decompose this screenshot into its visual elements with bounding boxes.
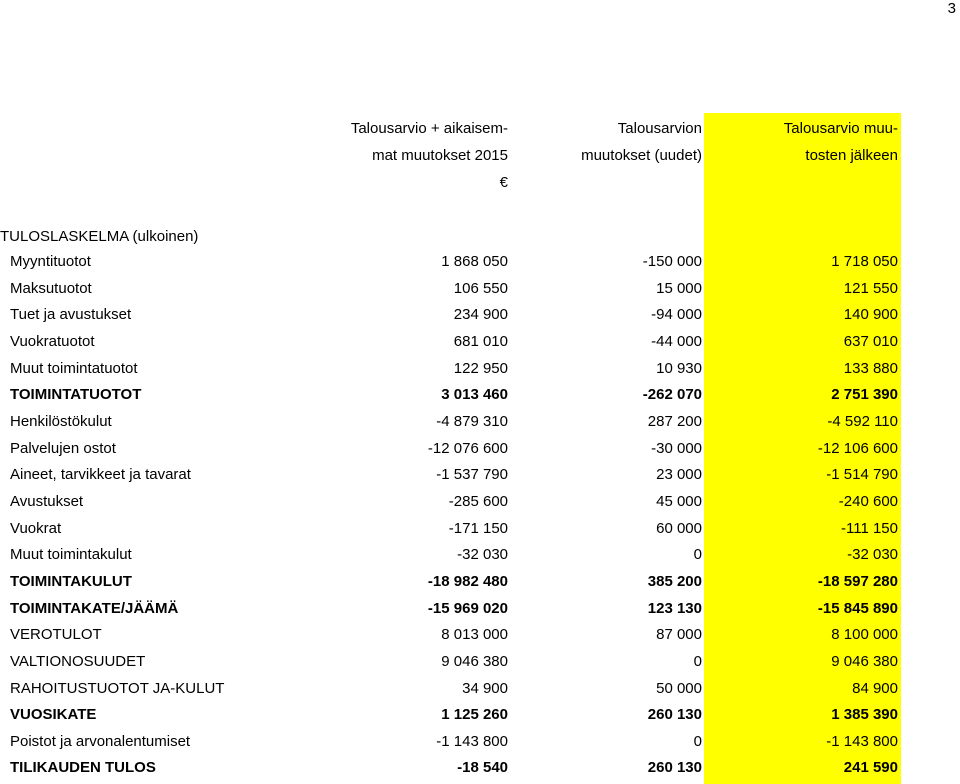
value-changes: 385 200 [647, 572, 702, 590]
value-2015: 122 950 [453, 359, 508, 377]
row-label: Tuet ja avustukset [10, 306, 132, 324]
value-after-changes: 637 010 [843, 332, 898, 350]
header-budget-with-changes-2015 [351, 115, 508, 169]
table-row [0, 569, 960, 596]
value-after-changes: 2 751 390 [831, 386, 898, 404]
table-row [0, 542, 960, 569]
value-after-changes: -12 106 600 [817, 439, 898, 457]
value-after-changes: -1 143 800 [826, 732, 898, 750]
header-line: Talousarvio + aikaisem- [350, 120, 508, 137]
value-after-changes: -32 030 [847, 546, 898, 564]
value-changes: -150 000 [642, 253, 702, 270]
table-row [0, 409, 960, 436]
value-changes: 260 130 [647, 759, 702, 777]
row-label: Muut toimintatuotot [10, 359, 138, 377]
value-changes: 60 000 [656, 519, 702, 537]
value-2015: 34 900 [462, 679, 508, 697]
value-changes: 10 930 [656, 359, 702, 377]
table-row [0, 302, 960, 329]
table-row [0, 462, 960, 489]
row-label: Poistot ja arvonalentumiset [10, 732, 191, 750]
header-budget-changes-new [581, 115, 702, 169]
header-line: mat muutokset 2015 [372, 147, 508, 164]
table-row [0, 729, 960, 756]
value-changes: -30 000 [651, 439, 702, 457]
row-label: TOIMINTAKATE/JÄÄMÄ [10, 599, 179, 617]
table-row [0, 516, 960, 543]
value-changes: 50 000 [656, 679, 702, 697]
value-2015: -15 969 020 [427, 599, 508, 617]
value-2015: -18 982 480 [427, 572, 508, 590]
value-2015: 8 013 000 [441, 626, 508, 644]
value-changes: -94 000 [651, 306, 702, 324]
value-after-changes: 84 900 [852, 679, 898, 697]
value-changes: 0 [693, 732, 702, 750]
value-changes: 287 200 [647, 412, 702, 430]
table-row [0, 702, 960, 729]
value-changes: 87 000 [656, 626, 702, 644]
header-line: tosten jälkeen [805, 147, 898, 164]
row-label: Henkilöstökulut [10, 412, 112, 430]
value-2015: -1 143 800 [436, 732, 508, 750]
currency-symbol: € [499, 174, 508, 191]
value-changes: 45 000 [656, 492, 702, 510]
value-changes: 123 130 [647, 599, 702, 617]
value-2015: -18 540 [457, 759, 508, 777]
row-label: Maksutuotot [10, 279, 92, 297]
row-label: Vuokrat [10, 519, 62, 537]
value-2015: -1 537 790 [436, 466, 508, 484]
value-2015: -4 879 310 [436, 412, 508, 430]
value-after-changes: 133 880 [843, 359, 898, 377]
row-label: VALTIONOSUUDET [10, 652, 146, 670]
value-after-changes: 9 046 380 [831, 652, 898, 670]
table-row [0, 276, 960, 303]
income-statement-table [0, 249, 960, 782]
table-row [0, 489, 960, 516]
value-changes: 23 000 [656, 466, 702, 484]
value-2015: 3 013 460 [441, 386, 508, 404]
value-2015: 1 868 050 [441, 253, 508, 270]
value-2015: -171 150 [448, 519, 508, 537]
value-2015: 1 125 260 [441, 706, 508, 724]
section-title: TULOSLASKELMA (ulkoinen) [0, 228, 199, 245]
value-2015: 681 010 [453, 332, 508, 350]
value-2015: -12 076 600 [427, 439, 508, 457]
value-after-changes: -18 597 280 [817, 572, 898, 590]
value-after-changes: 140 900 [843, 306, 898, 324]
value-after-changes: -1 514 790 [826, 466, 898, 484]
value-after-changes: -4 592 110 [827, 412, 898, 430]
table-row [0, 622, 960, 649]
value-after-changes: 1 385 390 [831, 706, 898, 724]
row-label: Palvelujen ostot [10, 439, 116, 457]
row-label: TOIMINTATUOTOT [10, 386, 142, 404]
value-after-changes: 1 718 050 [831, 253, 898, 270]
row-label: RAHOITUSTUOTOT JA-KULUT [10, 679, 225, 697]
value-changes: -44 000 [651, 332, 702, 350]
value-2015: 234 900 [453, 306, 508, 324]
value-after-changes: 8 100 000 [831, 626, 898, 644]
value-2015: 9 046 380 [441, 652, 508, 670]
header-budget-after-changes [784, 115, 898, 169]
header-line: Talousarvio muu- [783, 120, 898, 137]
page-number: 3 [947, 0, 956, 17]
row-label: Aineet, tarvikkeet ja tavarat [10, 466, 191, 484]
header-line: Talousarvion [617, 120, 702, 137]
value-after-changes: 241 590 [843, 759, 898, 777]
value-changes: -262 070 [642, 386, 702, 404]
table-row [0, 436, 960, 463]
table-row [0, 249, 960, 276]
value-2015: -32 030 [457, 546, 508, 564]
table-row [0, 329, 960, 356]
row-label: Myyntituotot [10, 253, 91, 270]
value-after-changes: -111 150 [841, 519, 898, 537]
row-label: VEROTULOT [10, 626, 102, 644]
value-after-changes: -240 600 [838, 492, 898, 510]
table-row [0, 755, 960, 782]
row-label: Avustukset [10, 492, 84, 510]
row-label: TOIMINTAKULUT [10, 572, 132, 590]
table-row [0, 596, 960, 623]
value-changes: 15 000 [656, 279, 702, 297]
value-after-changes: -15 845 890 [817, 599, 898, 617]
value-2015: -285 600 [448, 492, 508, 510]
table-row [0, 649, 960, 676]
row-label: Vuokratuotot [10, 332, 95, 350]
value-changes: 0 [693, 652, 702, 670]
value-after-changes: 121 550 [843, 279, 898, 297]
row-label: TILIKAUDEN TULOS [10, 759, 156, 777]
value-changes: 0 [693, 546, 702, 564]
header-line: muutokset (uudet) [581, 147, 702, 164]
table-row [0, 356, 960, 383]
row-label: Muut toimintakulut [10, 546, 132, 564]
value-changes: 260 130 [647, 706, 702, 724]
value-2015: 106 550 [453, 279, 508, 297]
table-row [0, 382, 960, 409]
table-row [0, 676, 960, 703]
row-label: VUOSIKATE [10, 706, 97, 724]
